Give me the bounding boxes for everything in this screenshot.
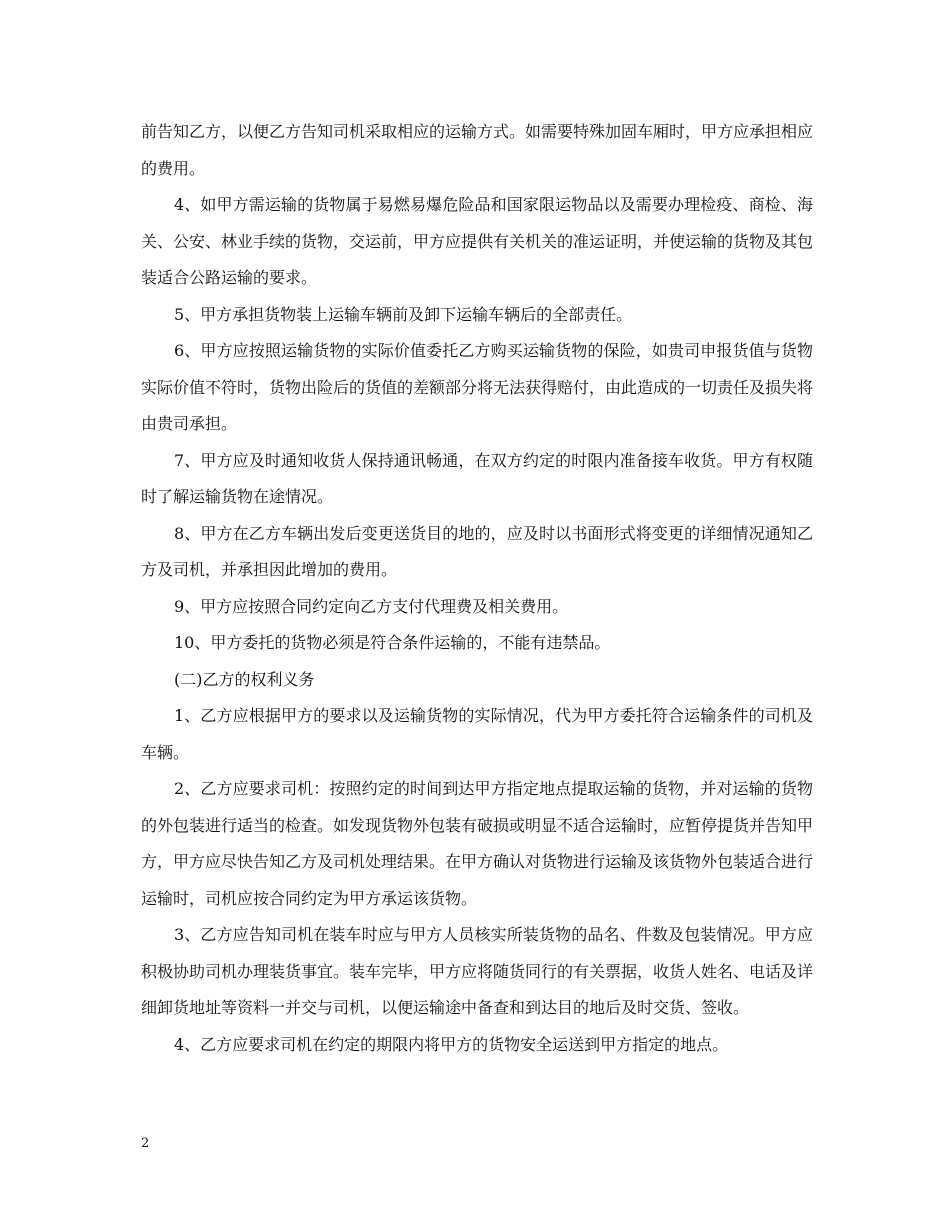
document-body: [141, 114, 813, 1063]
clause-a9: 9、甲方应按照合同约定向乙方支付代理费及相关费用。: [174, 596, 569, 616]
clause-a4: 4、如甲方需运输的货物属于易燃易爆危险品和国家限运物品以及需要办理检疫、商检、海关、公安、林业手续的货物，交运前，甲方应提供有关机关的准运证明，并使运输的货物及其包装适合公路运输的要求。: [141, 195, 814, 287]
clause-a6: 6、甲方应按照运输货物的实际价值委托乙方购买运输货物的保险，如贵司申报货值与货物实际价值不符时，货物出险后的货值的差额部分将无法获得赔付，由此造成的一切责任及损失将由贵司承担。: [141, 341, 814, 433]
clause-a5: 5、甲方承担货物装上运输车辆前及卸下运输车辆后的全部责任。: [174, 304, 633, 324]
clause-a10: 10、甲方委托的货物必须是符合条件运输的，不能有违禁品。: [174, 633, 611, 652]
clause-b1: 1、乙方应根据甲方的要求以及运输货物的实际情况，代为甲方委托符合运输条件的司机及车辆。: [141, 706, 813, 762]
clause-b3: 3、乙方应告知司机在装车时应与甲方人员核实所装货物的品名、件数及包装情况。甲方应积极协助司机办理装货事宜。装车完毕，甲方应将随货同行的有关票据，收货人姓名、电话及详细卸货地址等资料一并交与司机，以便运输途中备查和到达目的地后及时交货、签收。: [141, 925, 814, 1017]
section-heading-party-b: (二)乙方的权利义务: [174, 669, 315, 689]
clause-b4: 4、乙方应要求司机在约定的期限内将甲方的货物安全运送到甲方指定的地点。: [174, 1034, 729, 1054]
clause-b2: 2、乙方应要求司机：按照约定的时间到达甲方指定地点提取运输的货物，并对运输的货物的外包装进行适当的检查。如发现货物外包装有破损或明显不适合运输时，应暂停提货并告知甲方，甲方应尽快告知乙方及司机处理结果。在甲方确认对货物进行运输及该货物外包装适合进行运输时，司机应按合同约定为甲方承运该货物。: [141, 779, 814, 908]
clause-a8: 8、甲方在乙方车辆出发后变更送货目的地的，应及时以书面形式将变更的详细情况通知乙方及司机，并承担因此增加的费用。: [141, 523, 813, 579]
paragraph-continuation: 前告知乙方，以便乙方告知司机采取相应的运输方式。如需要特殊加固车厢时，甲方应承担相应的费用。: [141, 122, 814, 178]
clause-a7: 7、甲方应及时通知收货人保持通讯畅通，在双方约定的时限内准备接车收货。甲方有权随时了解运输货物在途情况。: [141, 450, 813, 506]
page-number: 2: [141, 1136, 150, 1151]
